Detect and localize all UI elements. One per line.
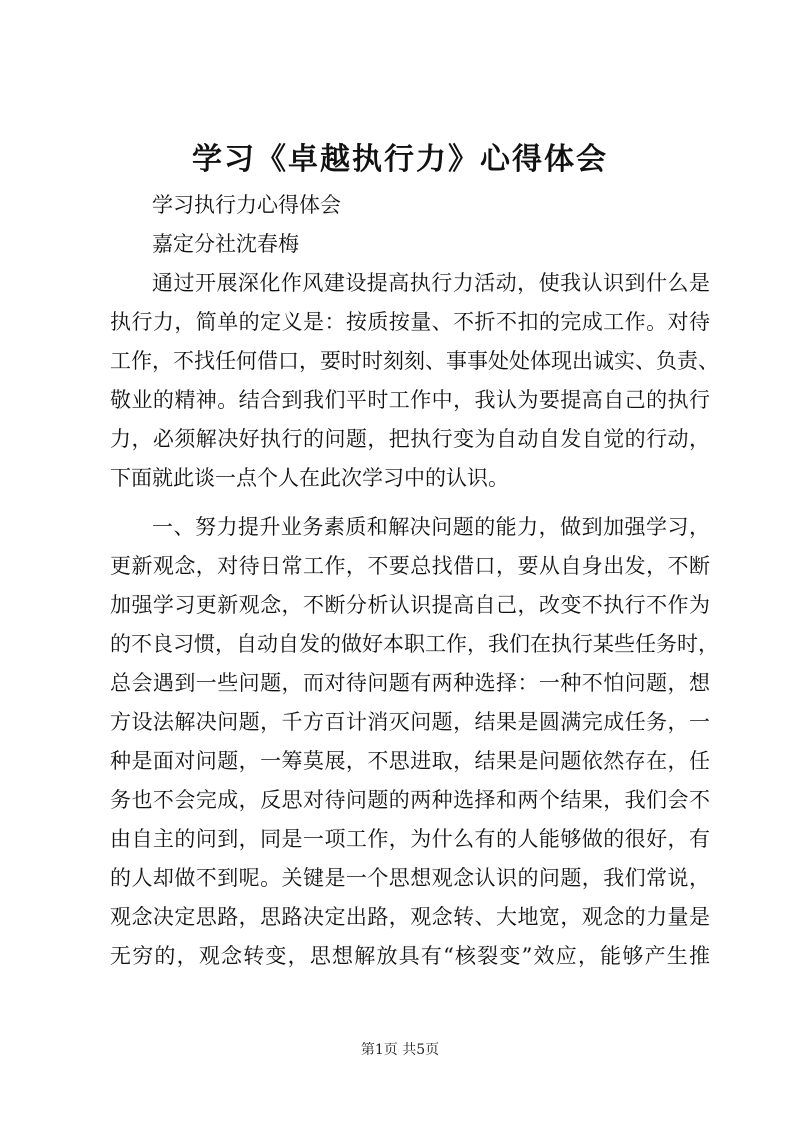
paragraph-line: 种是面对问题，一筹莫展，不思进取，结果是问题依然存在，任 [110, 749, 710, 773]
paragraph-line: 由自主的问到，同是一项工作，为什么有的人能够做的很好，有 [110, 827, 710, 851]
paragraph-line: 下面就此谈一点个人在此次学习中的认识。 [110, 466, 509, 490]
paragraph-line: 务也不会完成，反思对待问题的两种选择和两个结果，我们会不 [110, 788, 710, 812]
paragraph-line: 通过开展深化作风建设提高执行力活动，使我认识到什么是 [152, 271, 710, 295]
author-line: 嘉定分社沈春梅 [152, 232, 299, 256]
paragraph-line: 的不良习惯，自动自发的做好本职工作，我们在执行某些任务时， [110, 632, 719, 656]
paragraph-line: 一、努力提升业务素质和解决问题的能力，做到加强学习， [152, 515, 710, 539]
paragraph-line: 加强学习更新观念，不断分析认识提高自己，改变不执行不作为 [110, 593, 710, 617]
paragraph-line: 敬业的精神。结合到我们平时工作中，我认为要提高自己的执行 [110, 388, 710, 412]
paragraph-line: 力，必须解决好执行的问题，把执行变为自动自发自觉的行动， [110, 427, 710, 451]
paragraph-line: 总会遇到一些问题，而对待问题有两种选择：一种不怕问题，想 [110, 671, 710, 695]
document-title: 学习《卓越执行力》心得体会 [192, 142, 608, 177]
paragraph-line: 执行力，简单的定义是：按质按量、不折不扣的完成工作。对待 [110, 310, 710, 334]
page-number-footer: 第1页 共5页 [360, 1042, 440, 1058]
paragraph-line: 观念决定思路，思路决定出路，观念转、大地宽，观念的力量是 [110, 905, 710, 929]
subtitle-line: 学习执行力心得体会 [152, 193, 341, 217]
paragraph-line: 的人却做不到呢。关键是一个思想观念认识的问题，我们常说， [110, 866, 710, 890]
paragraph-line: 方设法解决问题，千方百计消灭问题，结果是圆满完成任务，一 [110, 710, 710, 734]
paragraph-line: 更新观念，对待日常工作，不要总找借口，要从自身出发，不断 [110, 554, 710, 578]
paragraph-line: 工作，不找任何借口，要时时刻刻、事事处处体现出诚实、负责、 [110, 349, 719, 373]
paragraph-line: 无穷的，观念转变，思想解放具有“核裂变”效应，能够产生推 [110, 944, 710, 968]
